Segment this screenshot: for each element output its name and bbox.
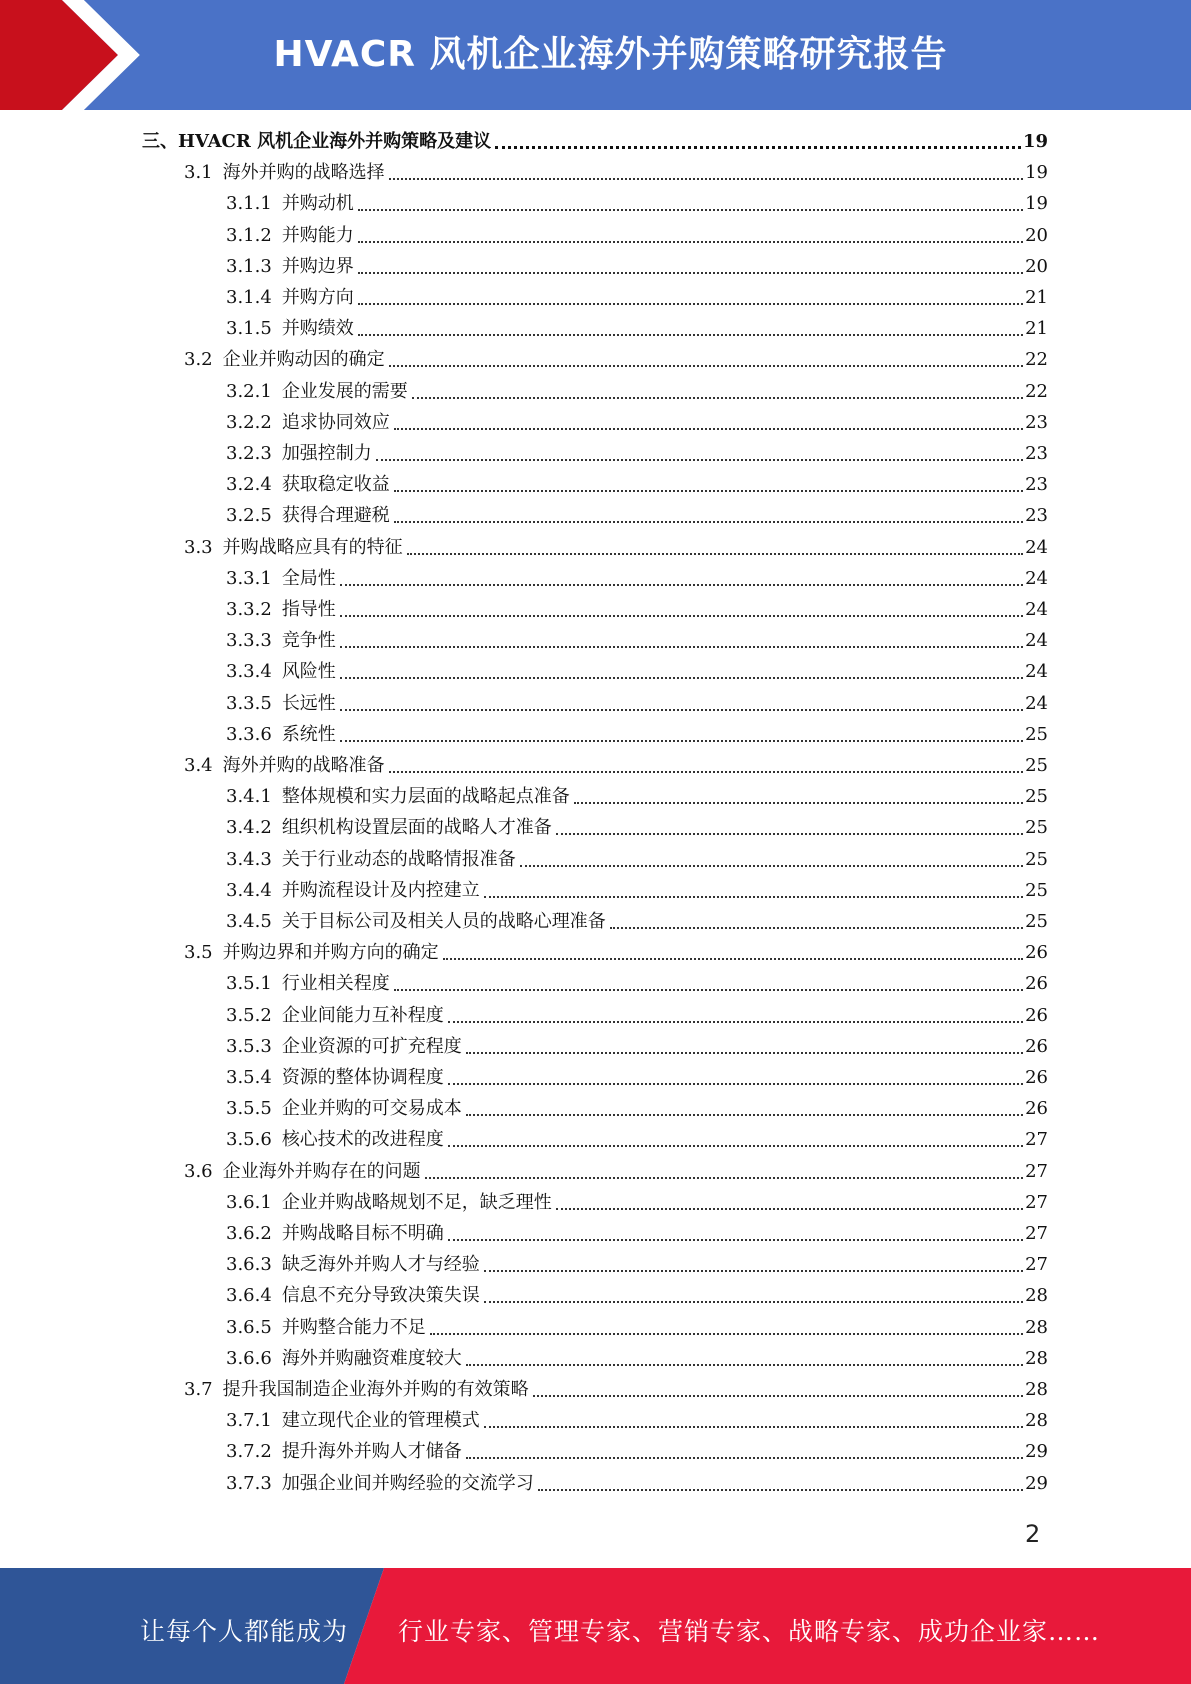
toc-section-entry[interactable] bbox=[184, 1157, 1048, 1185]
toc-dot-leader bbox=[358, 241, 1023, 243]
toc-entry-page: 25 bbox=[1025, 755, 1048, 776]
toc-subsection-entry[interactable] bbox=[226, 1032, 1048, 1060]
toc-entry-page: 27 bbox=[1025, 1223, 1048, 1244]
toc-entry-title: 信息不充分导致决策失误 bbox=[281, 1285, 480, 1307]
toc-entry-number: 3.6 bbox=[184, 1160, 213, 1182]
toc-dot-leader bbox=[358, 272, 1023, 274]
toc-subsection-entry[interactable] bbox=[226, 1313, 1048, 1341]
toc-entry-page: 26 bbox=[1025, 1004, 1048, 1026]
toc-entry-title: 海外并购融资难度较大 bbox=[281, 1347, 462, 1369]
toc-entry-title: 缺乏海外并购人才与经验 bbox=[281, 1254, 480, 1276]
toc-entry-page: 22 bbox=[1025, 349, 1048, 371]
toc-dot-leader bbox=[466, 1364, 1023, 1366]
toc-entry-page: 24 bbox=[1025, 536, 1048, 558]
toc-dot-leader bbox=[340, 677, 1023, 679]
toc-dot-leader bbox=[394, 490, 1023, 492]
toc-dot-leader bbox=[394, 989, 1023, 991]
toc-subsection-entry[interactable] bbox=[226, 501, 1048, 529]
toc-dot-leader bbox=[484, 1270, 1023, 1272]
toc-dot-leader bbox=[340, 615, 1023, 617]
toc-entry-number: 3.2.1 bbox=[226, 380, 272, 402]
toc-entry-page: 26 bbox=[1025, 1035, 1048, 1057]
toc-entry-title: 并购方向 bbox=[281, 287, 354, 308]
toc-entry-title: 并购战略目标不明确 bbox=[281, 1223, 444, 1244]
toc-entry-page: 25 bbox=[1025, 817, 1048, 839]
toc-dot-leader bbox=[394, 428, 1023, 430]
toc-subsection-entry[interactable] bbox=[226, 1188, 1048, 1216]
toc-entry-number: 3.1.1 bbox=[226, 193, 272, 215]
toc-entry-page: 28 bbox=[1025, 1316, 1048, 1338]
toc-section-entry[interactable] bbox=[184, 345, 1048, 373]
toc-dot-leader bbox=[389, 365, 1023, 367]
toc-entry-title: 企业间能力互补程度 bbox=[281, 1004, 444, 1026]
toc-entry-page: 24 bbox=[1025, 630, 1048, 652]
toc-subsection-entry[interactable] bbox=[226, 439, 1048, 467]
toc-subsection-entry[interactable] bbox=[226, 876, 1048, 904]
toc-subsection-entry[interactable] bbox=[226, 189, 1048, 217]
toc-entry-number: 3.1 bbox=[184, 162, 213, 184]
toc-dot-leader bbox=[389, 771, 1023, 773]
toc-subsection-entry[interactable] bbox=[226, 314, 1048, 342]
toc-entry-title: 并购绩效 bbox=[281, 318, 354, 340]
toc-section-entry[interactable] bbox=[184, 533, 1048, 561]
toc-entry-number: 三、 bbox=[142, 131, 178, 152]
footer-slogan-right: 行业专家、管理专家、营销专家、战略专家、成功企业家…… bbox=[398, 1617, 1101, 1646]
toc-entry-number: 3.1.3 bbox=[226, 255, 272, 277]
toc-entry-number: 3.6.3 bbox=[226, 1254, 272, 1276]
toc-dot-leader bbox=[520, 865, 1023, 867]
toc-entry-number: 3.7 bbox=[184, 1379, 213, 1400]
toc-entry-page: 26 bbox=[1025, 1098, 1048, 1120]
toc-entry-number: 3.6.5 bbox=[226, 1316, 272, 1338]
toc-entry-title: 并购动机 bbox=[281, 193, 354, 215]
toc-entry-number: 3.5.6 bbox=[226, 1129, 272, 1151]
toc-subsection-entry[interactable] bbox=[226, 1344, 1048, 1372]
toc-entry-number: 3.7.3 bbox=[226, 1472, 272, 1494]
toc-entry-page: 27 bbox=[1025, 1160, 1048, 1182]
toc-subsection-entry[interactable] bbox=[226, 657, 1048, 685]
toc-dot-leader bbox=[533, 1395, 1023, 1397]
toc-dot-leader bbox=[556, 1208, 1023, 1210]
toc-entry-title: 提升我国制造企业海外并购的有效策略 bbox=[222, 1379, 529, 1400]
toc-entry-page: 25 bbox=[1025, 911, 1048, 932]
toc-entry-title: 并购整合能力不足 bbox=[281, 1316, 426, 1338]
toc-entry-number: 3.1.5 bbox=[226, 318, 272, 340]
toc-entry-title: 加强企业间并购经验的交流学习 bbox=[281, 1472, 534, 1494]
toc-subsection-entry[interactable] bbox=[226, 1469, 1048, 1497]
toc-subsection-entry[interactable] bbox=[226, 408, 1048, 436]
toc-entry-page: 21 bbox=[1025, 287, 1048, 308]
toc-subsection-entry[interactable] bbox=[226, 283, 1048, 311]
toc-section-entry[interactable] bbox=[184, 1375, 1048, 1403]
toc-entry-number: 3.2.4 bbox=[226, 474, 272, 496]
toc-subsection-entry[interactable] bbox=[226, 1219, 1048, 1247]
toc-entry-page: 28 bbox=[1025, 1285, 1048, 1307]
toc-subsection-entry[interactable] bbox=[226, 689, 1048, 717]
toc-entry-number: 3.4 bbox=[184, 755, 213, 776]
toc-dot-leader bbox=[340, 584, 1023, 586]
toc-entry-title: 系统性 bbox=[281, 723, 336, 745]
toc-entry-page: 19 bbox=[1022, 131, 1048, 152]
toc-entry-title: 企业发展的需要 bbox=[281, 380, 408, 402]
toc-entry-page: 28 bbox=[1025, 1347, 1048, 1369]
toc-entry-title: 并购边界 bbox=[281, 255, 354, 277]
toc-entry-title: 资源的整体协调程度 bbox=[281, 1067, 444, 1088]
toc-subsection-entry[interactable] bbox=[226, 221, 1048, 249]
toc-entry-title: 核心技术的改进程度 bbox=[281, 1129, 444, 1151]
toc-dot-leader bbox=[448, 1083, 1023, 1085]
footer-slogan-left: 让每个人都能成为 bbox=[140, 1617, 349, 1646]
toc-dot-leader bbox=[448, 1145, 1023, 1147]
toc-subsection-entry[interactable] bbox=[226, 1001, 1048, 1029]
toc-entry-title: HVACR 风机企业海外并购策略及建议 bbox=[178, 131, 492, 152]
toc-entry-page: 27 bbox=[1025, 1129, 1048, 1151]
toc-entry-title: 指导性 bbox=[281, 599, 336, 620]
toc-entry-title: 海外并购的战略准备 bbox=[222, 755, 385, 776]
toc-entry-title: 行业相关程度 bbox=[281, 973, 390, 995]
toc-dot-leader bbox=[425, 1177, 1023, 1179]
toc-subsection-entry[interactable] bbox=[226, 1094, 1048, 1122]
toc-dot-leader bbox=[466, 1114, 1023, 1116]
toc-entry-page: 25 bbox=[1025, 786, 1048, 808]
toc-section-entry[interactable] bbox=[184, 938, 1048, 966]
toc-entry-title: 企业并购战略规划不足，缺乏理性 bbox=[281, 1191, 552, 1213]
footer-band bbox=[0, 1568, 1191, 1684]
toc-entry-title: 竞争性 bbox=[281, 630, 336, 652]
toc-entry-number: 3.6.6 bbox=[226, 1347, 272, 1369]
toc-entry-number: 3.6.2 bbox=[226, 1223, 272, 1244]
toc-entry-number: 3.5.3 bbox=[226, 1035, 272, 1057]
toc-dot-leader bbox=[484, 1301, 1023, 1303]
toc-dot-leader bbox=[412, 397, 1023, 399]
toc-entry-number: 3.4.2 bbox=[226, 817, 272, 839]
toc-dot-leader bbox=[556, 833, 1023, 835]
toc-dot-leader bbox=[484, 1426, 1023, 1428]
toc-dot-leader bbox=[358, 209, 1023, 211]
toc-entry-number: 3.3 bbox=[184, 536, 213, 558]
toc-entry-title: 关于目标公司及相关人员的战略心理准备 bbox=[281, 911, 606, 932]
toc-entry-title: 企业并购的可交易成本 bbox=[281, 1098, 462, 1120]
header-band bbox=[0, 0, 1191, 110]
toc-entry-page: 23 bbox=[1025, 443, 1048, 464]
toc-entry-page: 24 bbox=[1025, 567, 1048, 589]
toc-subsection-entry[interactable] bbox=[226, 969, 1048, 997]
toc-subsection-entry[interactable] bbox=[226, 813, 1048, 841]
toc-entry-title: 全局性 bbox=[281, 567, 336, 589]
toc-entry-page: 25 bbox=[1025, 723, 1048, 745]
toc-entry-number: 3.1.4 bbox=[226, 287, 272, 308]
toc-entry-number: 3.3.3 bbox=[226, 630, 272, 652]
toc-entry-page: 23 bbox=[1025, 474, 1048, 496]
toc-entry-title: 并购战略应具有的特征 bbox=[222, 536, 403, 558]
toc-entry-number: 3.2 bbox=[184, 349, 213, 371]
toc-entry-title: 长远性 bbox=[281, 692, 336, 714]
toc-subsection-entry[interactable] bbox=[226, 720, 1048, 748]
toc-entry-number: 3.7.1 bbox=[226, 1410, 272, 1432]
toc-entry-title: 追求协同效应 bbox=[281, 411, 390, 433]
toc-entry-title: 并购流程设计及内控建立 bbox=[281, 879, 480, 901]
toc-entry-page: 24 bbox=[1025, 661, 1048, 683]
toc-entry-page: 28 bbox=[1025, 1410, 1048, 1432]
toc-entry-page: 25 bbox=[1025, 848, 1048, 870]
toc-dot-leader bbox=[389, 178, 1023, 180]
toc-entry-title: 整体规模和实力层面的战略起点准备 bbox=[281, 786, 570, 808]
toc-subsection-entry[interactable] bbox=[226, 1063, 1048, 1091]
document-title: HVACR 风机企业海外并购策略研究报告 bbox=[273, 34, 948, 75]
toc-dot-leader bbox=[430, 1333, 1023, 1335]
toc-entry-number: 3.5.2 bbox=[226, 1004, 272, 1026]
toc-subsection-entry[interactable] bbox=[226, 564, 1048, 592]
toc-entry-title: 获取稳定收益 bbox=[281, 474, 390, 496]
toc-entry-page: 19 bbox=[1025, 193, 1048, 215]
toc-entry-page: 26 bbox=[1025, 973, 1048, 995]
toc-chapter-entry[interactable] bbox=[142, 127, 1048, 155]
toc-entry-number: 3.5 bbox=[184, 942, 213, 964]
toc-dot-leader bbox=[448, 1021, 1023, 1023]
toc-entry-page: 20 bbox=[1025, 255, 1048, 277]
toc-dot-leader bbox=[340, 709, 1023, 711]
toc-entry-number: 3.3.1 bbox=[226, 567, 272, 589]
toc-entry-number: 3.2.5 bbox=[226, 505, 272, 527]
toc-entry-title: 企业并购动因的确定 bbox=[222, 349, 385, 371]
toc-entry-number: 3.4.5 bbox=[226, 911, 272, 932]
toc-subsection-entry[interactable] bbox=[226, 252, 1048, 280]
toc-dot-leader bbox=[484, 896, 1023, 898]
toc-entry-number: 3.2.3 bbox=[226, 443, 272, 464]
toc-entry-title: 并购边界和并购方向的确定 bbox=[222, 942, 439, 964]
toc-entry-number: 3.3.4 bbox=[226, 661, 272, 683]
toc-dot-leader bbox=[443, 958, 1023, 960]
toc-entry-number: 3.3.6 bbox=[226, 723, 272, 745]
toc-entry-title: 提升海外并购人才储备 bbox=[281, 1441, 462, 1463]
toc-entry-title: 加强控制力 bbox=[281, 443, 372, 464]
toc-subsection-entry[interactable] bbox=[226, 845, 1048, 873]
toc-subsection-entry[interactable] bbox=[226, 782, 1048, 810]
toc-dot-leader bbox=[340, 740, 1023, 742]
toc-subsection-entry[interactable] bbox=[226, 1437, 1048, 1465]
toc-dot-leader bbox=[610, 927, 1023, 929]
toc-subsection-entry[interactable] bbox=[226, 1281, 1048, 1309]
toc-entry-page: 25 bbox=[1025, 879, 1048, 901]
page-number: 2 bbox=[1025, 1520, 1041, 1548]
toc-entry-title: 企业资源的可扩充程度 bbox=[281, 1035, 462, 1057]
toc-subsection-entry[interactable] bbox=[226, 470, 1048, 498]
toc-entry-number: 3.5.1 bbox=[226, 973, 272, 995]
toc-subsection-entry[interactable] bbox=[226, 595, 1048, 623]
toc-section-entry[interactable] bbox=[184, 751, 1048, 779]
toc-entry-page: 23 bbox=[1025, 411, 1048, 433]
toc-entry-number: 3.6.4 bbox=[226, 1285, 272, 1307]
toc-entry-page: 29 bbox=[1025, 1441, 1048, 1463]
toc-entry-page: 26 bbox=[1025, 1067, 1048, 1088]
toc-entry-title: 建立现代企业的管理模式 bbox=[281, 1410, 480, 1432]
toc-entry-page: 21 bbox=[1025, 318, 1048, 340]
toc-entry-number: 3.4.3 bbox=[226, 848, 272, 870]
toc-subsection-entry[interactable] bbox=[226, 626, 1048, 654]
toc-entry-page: 26 bbox=[1025, 942, 1048, 964]
toc-entry-number: 3.7.2 bbox=[226, 1441, 272, 1463]
toc-dot-leader bbox=[358, 334, 1023, 336]
toc-entry-number: 3.5.5 bbox=[226, 1098, 272, 1120]
toc-subsection-entry[interactable] bbox=[226, 907, 1048, 935]
toc-entry-title: 风险性 bbox=[281, 661, 336, 683]
toc-dot-leader bbox=[574, 802, 1023, 804]
toc-entry-title: 获得合理避税 bbox=[281, 505, 390, 527]
toc-entry-title: 并购能力 bbox=[281, 224, 354, 246]
toc-entry-page: 29 bbox=[1025, 1472, 1048, 1494]
toc-entry-page: 23 bbox=[1025, 505, 1048, 527]
toc-entry-title: 关于行业动态的战略情报准备 bbox=[281, 848, 516, 870]
toc-dot-leader bbox=[495, 146, 1021, 149]
toc-subsection-entry[interactable] bbox=[226, 1406, 1048, 1434]
toc-entry-number: 3.5.4 bbox=[226, 1067, 272, 1088]
toc-dot-leader bbox=[538, 1489, 1023, 1491]
toc-entry-number: 3.2.2 bbox=[226, 411, 272, 433]
toc-entry-title: 企业海外并购存在的问题 bbox=[222, 1160, 421, 1182]
toc-entry-page: 24 bbox=[1025, 599, 1048, 620]
toc-entry-number: 3.3.5 bbox=[226, 692, 272, 714]
toc-entry-number: 3.3.2 bbox=[226, 599, 272, 620]
toc-entry-page: 22 bbox=[1025, 380, 1048, 402]
toc-subsection-entry[interactable] bbox=[226, 377, 1048, 405]
toc-entry-title: 组织机构设置层面的战略人才准备 bbox=[281, 817, 552, 839]
toc-dot-leader bbox=[376, 459, 1023, 461]
toc-subsection-entry[interactable] bbox=[226, 1125, 1048, 1153]
toc-entry-number: 3.1.2 bbox=[226, 224, 272, 246]
toc-subsection-entry[interactable] bbox=[226, 1250, 1048, 1278]
toc-entry-page: 19 bbox=[1025, 162, 1048, 184]
toc-entry-number: 3.4.1 bbox=[226, 786, 272, 808]
toc-entry-page: 27 bbox=[1025, 1191, 1048, 1213]
toc-dot-leader bbox=[358, 303, 1023, 305]
toc-entry-number: 3.6.1 bbox=[226, 1191, 272, 1213]
toc-dot-leader bbox=[407, 553, 1023, 555]
toc-entry-page: 27 bbox=[1025, 1254, 1048, 1276]
toc-entry-page: 20 bbox=[1025, 224, 1048, 246]
toc-section-entry[interactable] bbox=[184, 158, 1048, 186]
toc-dot-leader bbox=[340, 646, 1023, 648]
toc-dot-leader bbox=[394, 521, 1023, 523]
toc-dot-leader bbox=[466, 1457, 1023, 1459]
toc-entry-page: 24 bbox=[1025, 692, 1048, 714]
toc-dot-leader bbox=[448, 1239, 1023, 1241]
toc-entry-page: 28 bbox=[1025, 1379, 1048, 1400]
toc-entry-title: 海外并购的战略选择 bbox=[222, 162, 385, 184]
toc-dot-leader bbox=[466, 1052, 1023, 1054]
toc-entry-number: 3.4.4 bbox=[226, 879, 272, 901]
